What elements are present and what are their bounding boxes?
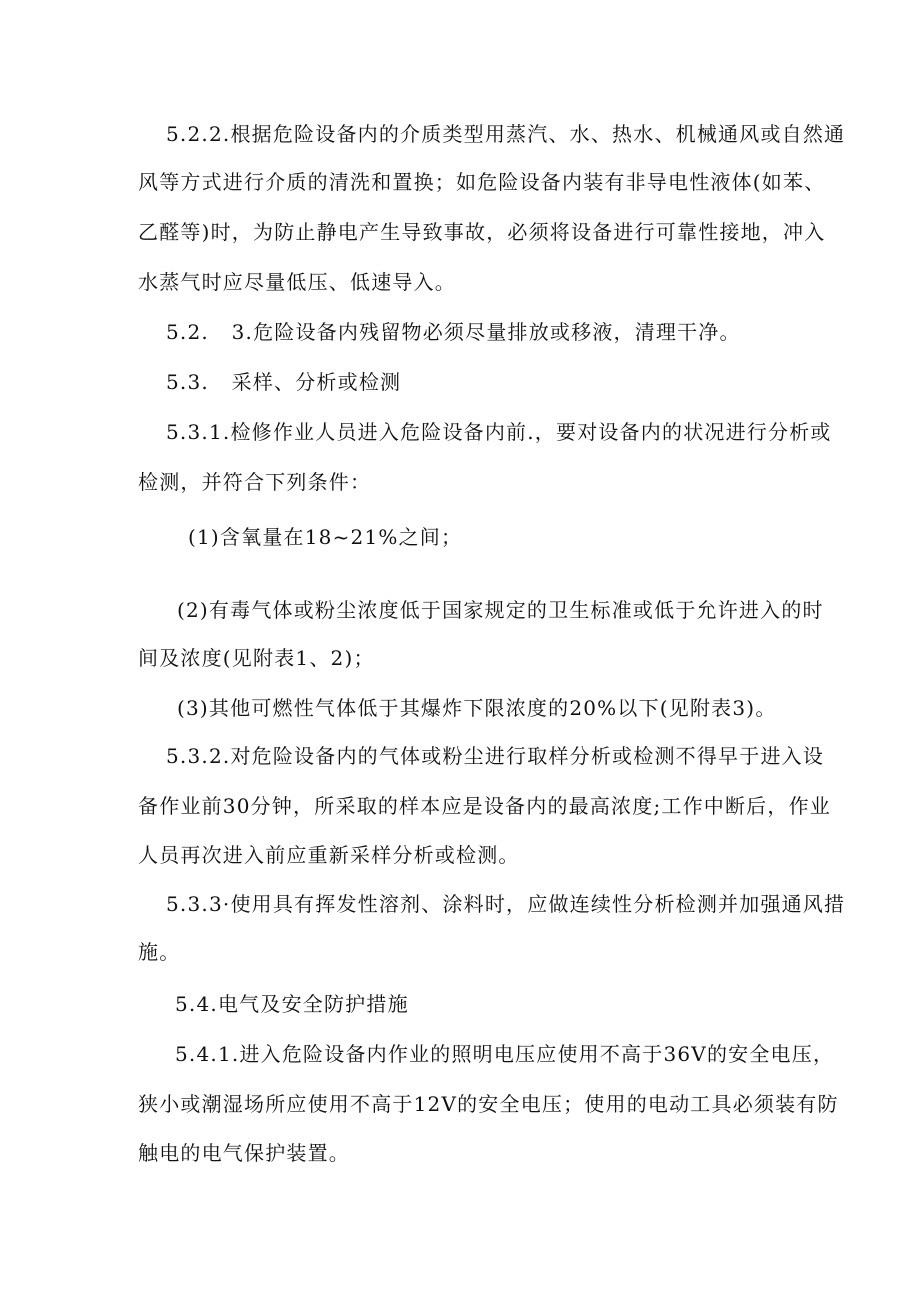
para-5-2-2-line-4: 水蒸气时应尽量低压、低速导入。 (138, 270, 456, 294)
para-5-4-1-line-3: 触电的电气保护装置。 (138, 1141, 350, 1165)
para-5-2-2-line-1: 5.2.2.根据危险设备内的介质类型用蒸汽、水、热水、机械通风或自然通 (166, 122, 846, 146)
para-5-3-3-line-1: 5.3.3·使用具有挥发性溶剂、涂料时，应做连续性分析检测并加强通风措 (166, 892, 846, 916)
para-5-3-3-line-2: 施。 (138, 940, 181, 964)
para-5-3-2-line-3: 人员再次进入前应重新采样分析或检测。 (138, 843, 520, 867)
heading-5-3: 5.3. 采样、分析或检测 (166, 370, 402, 394)
heading-5-4: 5.4.电气及安全防护措施 (175, 992, 409, 1016)
para-5-2-3: 5.2. 3.危险设备内残留物必须尽量排放或移液，清理干净。 (166, 320, 741, 344)
para-5-3-1-line-1: 5.3.1.检修作业人员进入危险设备内前.，要对设备内的状况进行分析或 (166, 420, 832, 444)
condition-2-line-2: 间及浓度(见附表1、2)； (138, 646, 375, 670)
para-5-4-1-line-2: 狭小或潮湿场所应使用不高于12V的安全电压；使用的电动工具必须装有防 (138, 1092, 839, 1116)
condition-2-line-1: (2)有毒气体或粉尘浓度低于国家规定的卫生标准或低于允许进入的时 (177, 598, 824, 622)
condition-1: (1)含氧量在18~21%之间； (188, 525, 463, 549)
para-5-2-2-line-2: 风等方式进行介质的清洗和置换；如危险设备内装有非导电性液体(如苯、 (138, 170, 826, 194)
para-5-3-1-line-2: 检测，并符合下列条件： (138, 470, 372, 494)
condition-3: (3)其他可燃性气体低于其爆炸下限浓度的20%以下(见附表3)。 (177, 696, 777, 720)
para-5-2-2-line-3: 乙醛等)时，为防止静电产生导致事故，必须将设备进行可靠性接地，冲入 (138, 220, 826, 244)
para-5-4-1-line-1: 5.4.1.进入危险设备内作业的照明电压应使用不高于36V的安全电压， (175, 1042, 835, 1066)
para-5-3-2-line-2: 备作业前30分钟，所采取的样本应是设备内的最高浓度;工作中断后，作业 (138, 794, 831, 818)
para-5-3-2-line-1: 5.3.2.对危险设备内的气体或粉尘进行取样分析或检测不得早于进入设 (166, 744, 825, 768)
